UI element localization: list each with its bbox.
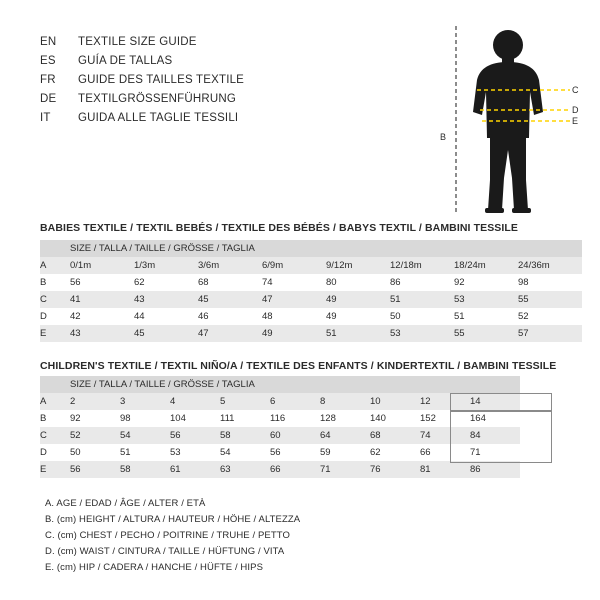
cell: 49 — [326, 311, 337, 322]
cell: 111 — [220, 413, 235, 424]
cell: 1/3m — [134, 257, 198, 274]
cell: 61 — [170, 461, 220, 478]
cell: 55 — [454, 325, 518, 342]
cell: 52 — [70, 427, 120, 444]
cell: 59 — [320, 447, 331, 458]
cell: 49 — [326, 291, 390, 308]
cell: 74 — [262, 277, 273, 288]
babies-table-title: BABIES TEXTILE / TEXTIL BEBÉS / TEXTILE DES BÉBÉS / BABYS TEXTIL / BAMBINI TESSILE — [40, 222, 519, 234]
cell: 24/36m — [518, 257, 582, 274]
cell: 74 — [420, 427, 470, 444]
cell: 62 — [370, 447, 381, 458]
language-row — [40, 93, 420, 112]
row-key: D — [40, 447, 47, 458]
legend-item-c: C. (cm) CHEST / PECHO / POITRINE / TRUHE / PETTO — [45, 530, 290, 541]
language-code: DE — [40, 93, 57, 105]
row-key: C — [40, 427, 70, 444]
table-row — [40, 410, 520, 427]
cell: 3 — [120, 393, 170, 410]
cell: 2 — [70, 393, 120, 410]
figure-label-d: D — [572, 105, 579, 115]
cell: 62 — [134, 277, 145, 288]
table-row — [40, 257, 582, 274]
children-header-blank — [40, 376, 70, 393]
row-key: C — [40, 291, 70, 308]
cell: 14 — [470, 393, 520, 410]
cell: 48 — [262, 311, 273, 322]
figure-label-c: C — [572, 85, 579, 95]
language-title: TEXTILGRÖSSENFÜHRUNG — [78, 93, 236, 105]
row-key: A — [40, 257, 70, 274]
table-row — [40, 325, 582, 342]
cell: 68 — [370, 427, 420, 444]
table-row — [40, 444, 520, 461]
cell: 66 — [420, 447, 431, 458]
children-header-label: SIZE / TALLA / TAILLE / GRÖSSE / TAGLIA — [70, 376, 520, 393]
language-row — [40, 55, 420, 74]
cell: 51 — [454, 311, 465, 322]
cell: 53 — [454, 291, 518, 308]
cell: 4 — [170, 393, 220, 410]
cell: 0/1m — [70, 257, 134, 274]
table-row — [40, 291, 582, 308]
cell: 71 — [470, 447, 481, 458]
cell: 152 — [420, 413, 436, 424]
cell: 63 — [220, 461, 270, 478]
cell: 116 — [270, 413, 286, 424]
cell: 45 — [134, 325, 198, 342]
cell: 57 — [518, 325, 582, 342]
cell: 49 — [262, 325, 326, 342]
row-key: B — [40, 277, 47, 288]
language-row — [40, 112, 420, 131]
babies-header-label: SIZE / TALLA / TAILLE / GRÖSSE / TAGLIA — [70, 240, 582, 257]
language-title: TEXTILE SIZE GUIDE — [78, 36, 197, 48]
cell: 9/12m — [326, 257, 390, 274]
language-title: GUIDA ALLE TAGLIE TESSILI — [78, 112, 239, 124]
children-header-row — [40, 376, 520, 393]
cell: 140 — [370, 413, 386, 424]
cell: 12/18m — [390, 257, 454, 274]
table-row — [40, 461, 520, 478]
cell: 8 — [320, 393, 370, 410]
table-row — [40, 393, 520, 410]
cell: 58 — [120, 461, 170, 478]
language-title: GUÍA DE TALLAS — [78, 55, 173, 67]
cell: 53 — [170, 447, 181, 458]
cell: 50 — [70, 447, 81, 458]
cell: 43 — [70, 325, 134, 342]
cell: 56 — [70, 277, 81, 288]
cell: 42 — [70, 311, 81, 322]
cell: 86 — [470, 461, 520, 478]
cell: 98 — [518, 277, 529, 288]
row-key: E — [40, 325, 70, 342]
cell: 64 — [320, 427, 370, 444]
legend-list — [45, 498, 465, 578]
cell: 43 — [134, 291, 198, 308]
cell: 5 — [220, 393, 270, 410]
cell: 47 — [198, 325, 262, 342]
figure-label-e: E — [572, 116, 579, 126]
cell: 51 — [120, 447, 131, 458]
cell: 51 — [390, 291, 454, 308]
children-size-table — [40, 376, 520, 478]
legend-item-b: B. (cm) HEIGHT / ALTURA / HAUTEUR / HÖHE / ALTEZZA — [45, 514, 301, 525]
cell: 68 — [198, 277, 209, 288]
cell: 51 — [326, 325, 390, 342]
babies-header-blank — [40, 240, 70, 257]
cell: 71 — [320, 461, 370, 478]
cell: 104 — [170, 413, 186, 424]
table-row — [40, 274, 582, 291]
cell: 76 — [370, 461, 420, 478]
cell: 53 — [390, 325, 454, 342]
cell: 92 — [70, 413, 81, 424]
cell: 98 — [120, 413, 131, 424]
cell: 56 — [70, 461, 120, 478]
cell: 41 — [70, 291, 134, 308]
language-code: IT — [40, 112, 51, 124]
cell: 6/9m — [262, 257, 326, 274]
row-key: B — [40, 413, 47, 424]
babies-size-table — [40, 240, 582, 342]
row-key: E — [40, 461, 70, 478]
cell: 6 — [270, 393, 320, 410]
children-table-wrap — [40, 376, 520, 478]
cell: 18/24m — [454, 257, 518, 274]
cell: 50 — [390, 311, 401, 322]
cell: 52 — [518, 311, 529, 322]
language-code: ES — [40, 55, 56, 67]
language-row — [40, 74, 420, 93]
cell: 84 — [470, 427, 520, 444]
cell: 81 — [420, 461, 470, 478]
cell: 92 — [454, 277, 465, 288]
cell: 66 — [270, 461, 320, 478]
babies-header-row — [40, 240, 582, 257]
cell: 56 — [170, 427, 220, 444]
cell: 86 — [390, 277, 401, 288]
legend-item-a: A. AGE / EDAD / ÂGE / ALTER / ETÀ — [45, 498, 206, 509]
cell: 44 — [134, 311, 145, 322]
body-measurement-figure — [430, 20, 590, 220]
language-code: EN — [40, 36, 57, 48]
row-key: D — [40, 311, 47, 322]
cell: 10 — [370, 393, 420, 410]
language-title: GUIDE DES TAILLES TEXTILE — [78, 74, 245, 86]
cell: 45 — [198, 291, 262, 308]
cell: 54 — [220, 447, 231, 458]
cell: 80 — [326, 277, 337, 288]
cell: 58 — [220, 427, 270, 444]
cell: 128 — [320, 413, 336, 424]
cell: 3/6m — [198, 257, 262, 274]
cell: 56 — [270, 447, 281, 458]
cell: 54 — [120, 427, 170, 444]
cell: 55 — [518, 291, 582, 308]
table-row — [40, 427, 520, 444]
figure-label-b: B — [440, 132, 447, 142]
legend-item-e: E. (cm) HIP / CADERA / HANCHE / HÜFTE / HIPS — [45, 562, 264, 573]
table-row — [40, 308, 582, 325]
children-table-title: CHILDREN'S TEXTILE / TEXTIL NIÑO/A / TEXTILE DES ENFANTS / KINDERTEXTIL / BAMBINI TESSILE — [40, 360, 557, 372]
legend-item-d: D. (cm) WAIST / CINTURA / TAILLE / HÜFTUNG / VITA — [45, 546, 285, 557]
row-key: A — [40, 393, 70, 410]
cell: 47 — [262, 291, 326, 308]
cell: 46 — [198, 311, 209, 322]
language-row — [40, 36, 420, 55]
cell: 164 — [470, 413, 486, 424]
cell: 12 — [420, 393, 470, 410]
cell: 60 — [270, 427, 320, 444]
language-title-list — [40, 36, 420, 131]
language-code: FR — [40, 74, 56, 86]
babies-table-wrap — [40, 240, 582, 342]
